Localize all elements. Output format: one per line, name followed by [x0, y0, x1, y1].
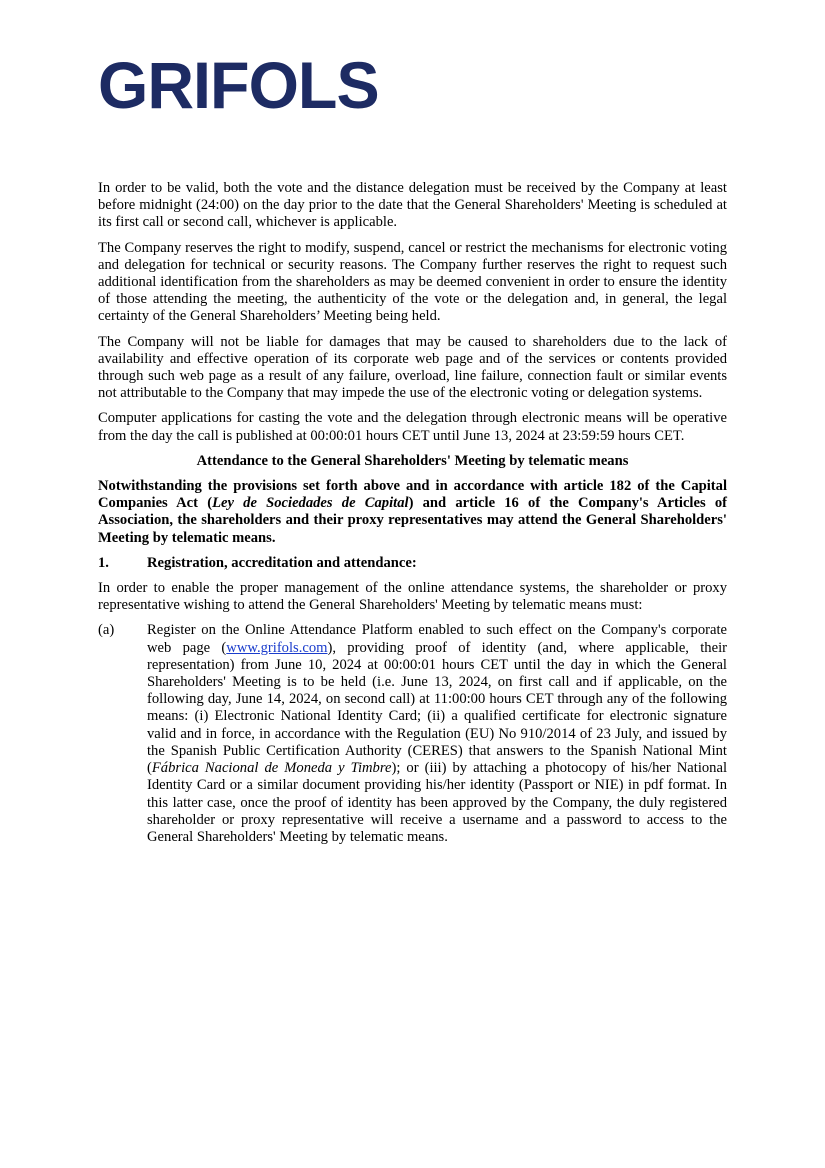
item-a-italic: Fábrica Nacional de Moneda y Timbre [151, 760, 392, 777]
grifols-website-link[interactable]: www.grifols.com [226, 639, 328, 656]
subheading-registration [98, 555, 727, 572]
section-title: Attendance to the General Shareholders' Meeting by telematic means [196, 452, 629, 469]
document-body [98, 180, 727, 854]
list-item-a [98, 622, 727, 846]
paragraph-liability: The Company will not be liable for damages that may be caused to shareholders due to the lack of availability and effective operation of its corporate web page and of the services or contents provided through such web page as a result of any failure, overload, line failure, connection fault or similar events not attributable to the Company that may impede the use of the electronic voting or delegation systems. [98, 333, 727, 402]
subheading-number: 1. [98, 554, 109, 571]
subheading-title: Registration, accreditation and attendance: [147, 554, 417, 571]
grifols-logo: GRIFOLS [98, 48, 379, 122]
paragraph-reserved-rights: The Company reserves the right to modify, suspend, cancel or restrict the mechanisms for electronic voting and delegation for technical or security reasons. The Company further reserves the right to request such additional identification from the shareholders as may be deemed convenient in order to ensure the identity of those attending the meeting, the authenticity of the vote or the delegation and, in general, the legal certainty of the General Shareholders’ Meeting being held. [98, 239, 727, 325]
paragraph-vote-validity: In order to be valid, both the vote and the distance delegation must be received by the Company at least before midnight (24:00) on the day prior to the date that the General Shareholders' Meeting is scheduled at its first call or second call, whichever is applicable. [98, 180, 727, 231]
item-a-part1: Register on the Online Attendance Platform enabled to such effect on the Company's corporate web page ( [147, 622, 727, 656]
item-a-part3: ); or (iii) by attaching a photocopy of his/her National Identity Card or a similar document providing his/her identity (Passport or NIE) in pdf format. In this latter case, once the proof of identity has been approved by the Company, the duly registered shareholder or proxy representative will receive a username and a password to access to the General Shareholders' Meeting by telematic means. [147, 760, 727, 845]
paragraph-applications-period: Computer applications for casting the vote and the delegation through electronic means will be operative from the day the call is published at 00:00:01 hours CET until June 13, 2024 at 23:59:59 hours CET. [98, 410, 727, 444]
bold-intro-part1: Notwithstanding the provisions set forth above and in accordance with article 182 of the Capital Companies Act ( [98, 478, 727, 512]
item-a-part2: ), providing proof of identity (and, where applicable, their representation) from June 10, 2024 at 00:00:01 hours CET until the day in which the General Shareholders' Meeting is to be held (i.e. June 13, 2024, on first call and if applicable, on the following day, June 14, 2024, on second call) at 11:00:00 hours CET through any of the following means: (i) Electronic National Identity Card; (ii) a qualified certificate for electronic signature valid and in force, in accordance with the Regulation (EU) No 910/2014 of 23 July, and issued by the Spanish Public Certification Authority (CERES) that answers to the Spanish National Mint ( [147, 639, 727, 777]
list-item-text [147, 622, 727, 846]
list-item-label: (a) [98, 622, 115, 639]
bold-intro [98, 478, 727, 547]
bold-intro-italic: Ley de Sociedades de Capital [212, 495, 409, 512]
paragraph-attendance-requirements: In order to enable the proper management of the online attendance systems, the shareholder or proxy representative wishing to attend the General Shareholders' Meeting by telematic means must: [98, 580, 727, 614]
bold-intro-part2: ) and article 16 of the Company's Articles of Association, the shareholders and their proxy representatives may attend the General Shareholders' Meeting by telematic means. [98, 495, 727, 546]
